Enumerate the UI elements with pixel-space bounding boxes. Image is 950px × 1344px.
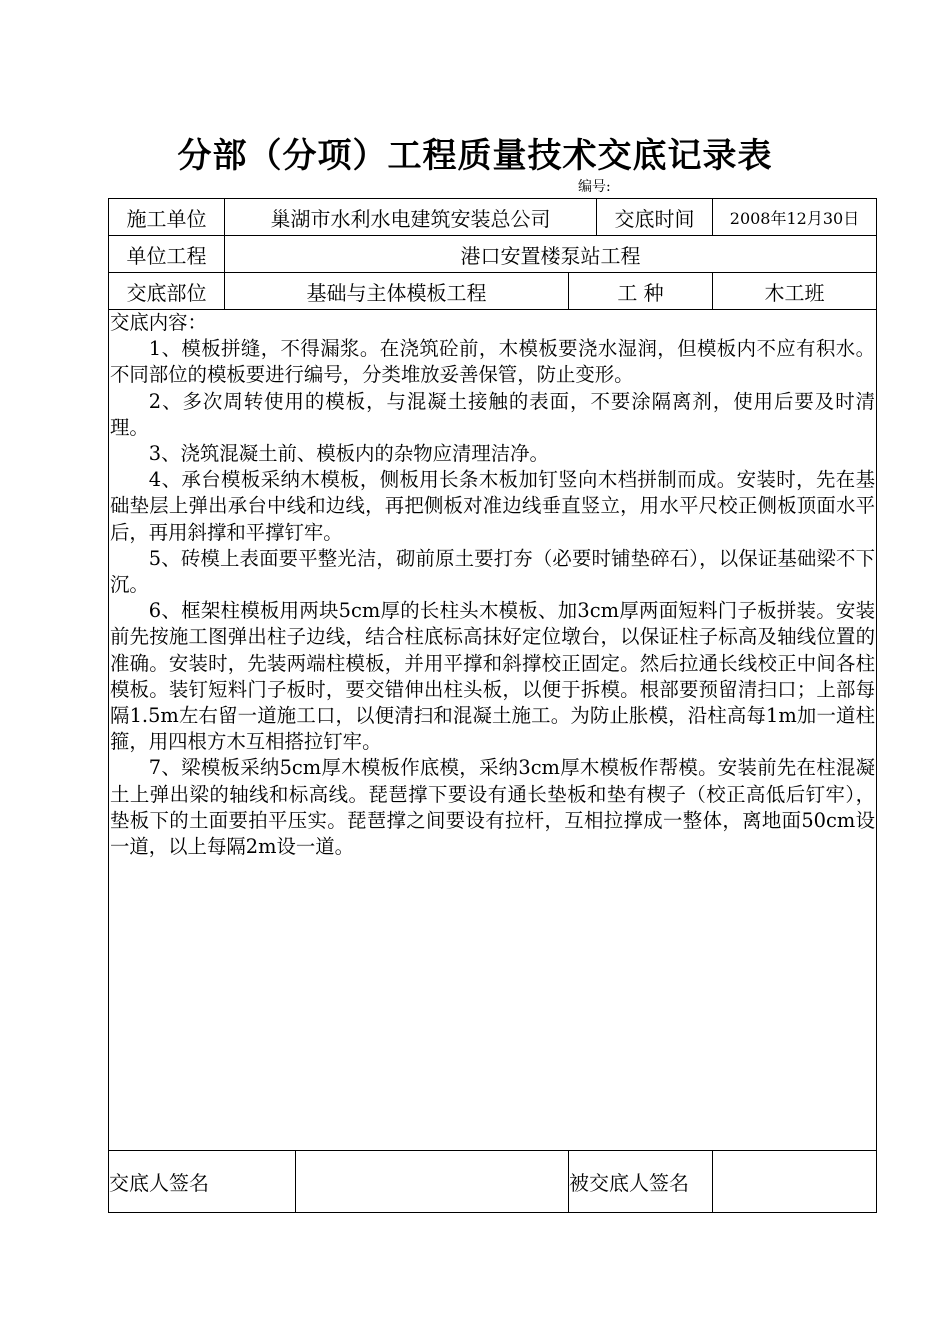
construction-unit-value: 巢湖市水利水电建筑安装总公司 [225,199,597,236]
handover-content [109,310,876,860]
signature-row [109,1151,877,1213]
handover-time-value: 2008年12月30日 [713,199,877,236]
page-title: 分部（分项）工程质量技术交底记录表 [177,136,773,176]
content-item: 3、浇筑混凝土前、模板内的杂物应清理洁净。 [148,442,549,466]
content-item: 1、模板拼缝，不得漏浆。在浇筑砼前，木模板要浇水湿润，但模板内不应有积水。不同部位的模板要进行编号，分类堆放妥善保管，防止变形。 [110,337,875,387]
content-item: 6、框架柱模板用两块5cm厚的长柱头木模板、加3cm厚两面短料门子板拼装。安装前先按施工图弹出柱子边线，结合柱底标高抹好定位墩台，以保证柱子标高及轴线位置的准确。安装时，先装两端柱模板，并用平撑和斜撑校正固定。然后拉通长线校正中间各柱模板。装钉短料门子板时，要交错伸出柱头板，以便于拆模。根部要预留清扫口；上部每隔1.5m左右留一道施工口，以便清扫和混凝土施工。为防止胀模，沿柱高每1m加一道柱箍，用四根方木互相搭拉钉牢。 [110,599,875,754]
work-type-value: 木工班 [713,273,877,310]
content-item: 5、砖模上表面要平整光洁，砌前原土要打夯（必要时铺垫碎石），以保证基础梁不下沉。 [110,546,875,597]
handover-person-signature-field[interactable] [296,1151,569,1213]
content-item: 2、多次周转使用的模板，与混凝土接触的表面，不要涂隔离剂，使用后要及时清理。 [110,389,875,439]
handover-part-label: 交底部位 [109,273,225,310]
receiver-label: 被交底人签名 [569,1151,713,1213]
handover-form-table [108,198,877,1213]
number-label: 编号: [578,179,611,195]
header-row-construction-unit [109,199,877,236]
unit-project-label: 单位工程 [109,236,225,273]
header-row-unit-project [109,236,877,273]
header-row-handover-part [109,273,877,310]
unit-project-value: 港口安置楼泵站工程 [225,236,877,273]
content-item: 7、梁模板采纳5cm厚木模板作底模，采纳3cm厚木模板作帮模。安装前先在柱混凝土上弹出梁的轴线和标高线。琵琶撑下要设有通长垫板和垫有楔子（校正高低后钉牢），垫板下的土面要拍平压实。琵琶撑之间要设有拉杆，互相拉撑成一整体，离地面50cm设一道，以上每隔2m设一道。 [110,756,875,859]
handover-person-label: 交底人签名 [109,1151,296,1213]
handover-part-value: 基础与主体模板工程 [225,273,569,310]
handover-time-label: 交底时间 [597,199,713,236]
work-type-label: 工 种 [569,273,713,310]
content-row [109,310,877,1151]
content-heading: 交底内容： [110,311,207,334]
content-cell [109,310,877,1151]
receiver-signature-field[interactable] [713,1151,877,1213]
content-item: 4、承台模板采纳木模板，侧板用长条木板加钉竖向木档拼制而成。安装时，先在基础垫层上弹出承台中线和边线，再把侧板对准边线垂直竖立，用水平尺校正侧板顶面水平后，再用斜撑和平撑钉牢。 [110,468,875,544]
construction-unit-label: 施工单位 [109,199,225,236]
